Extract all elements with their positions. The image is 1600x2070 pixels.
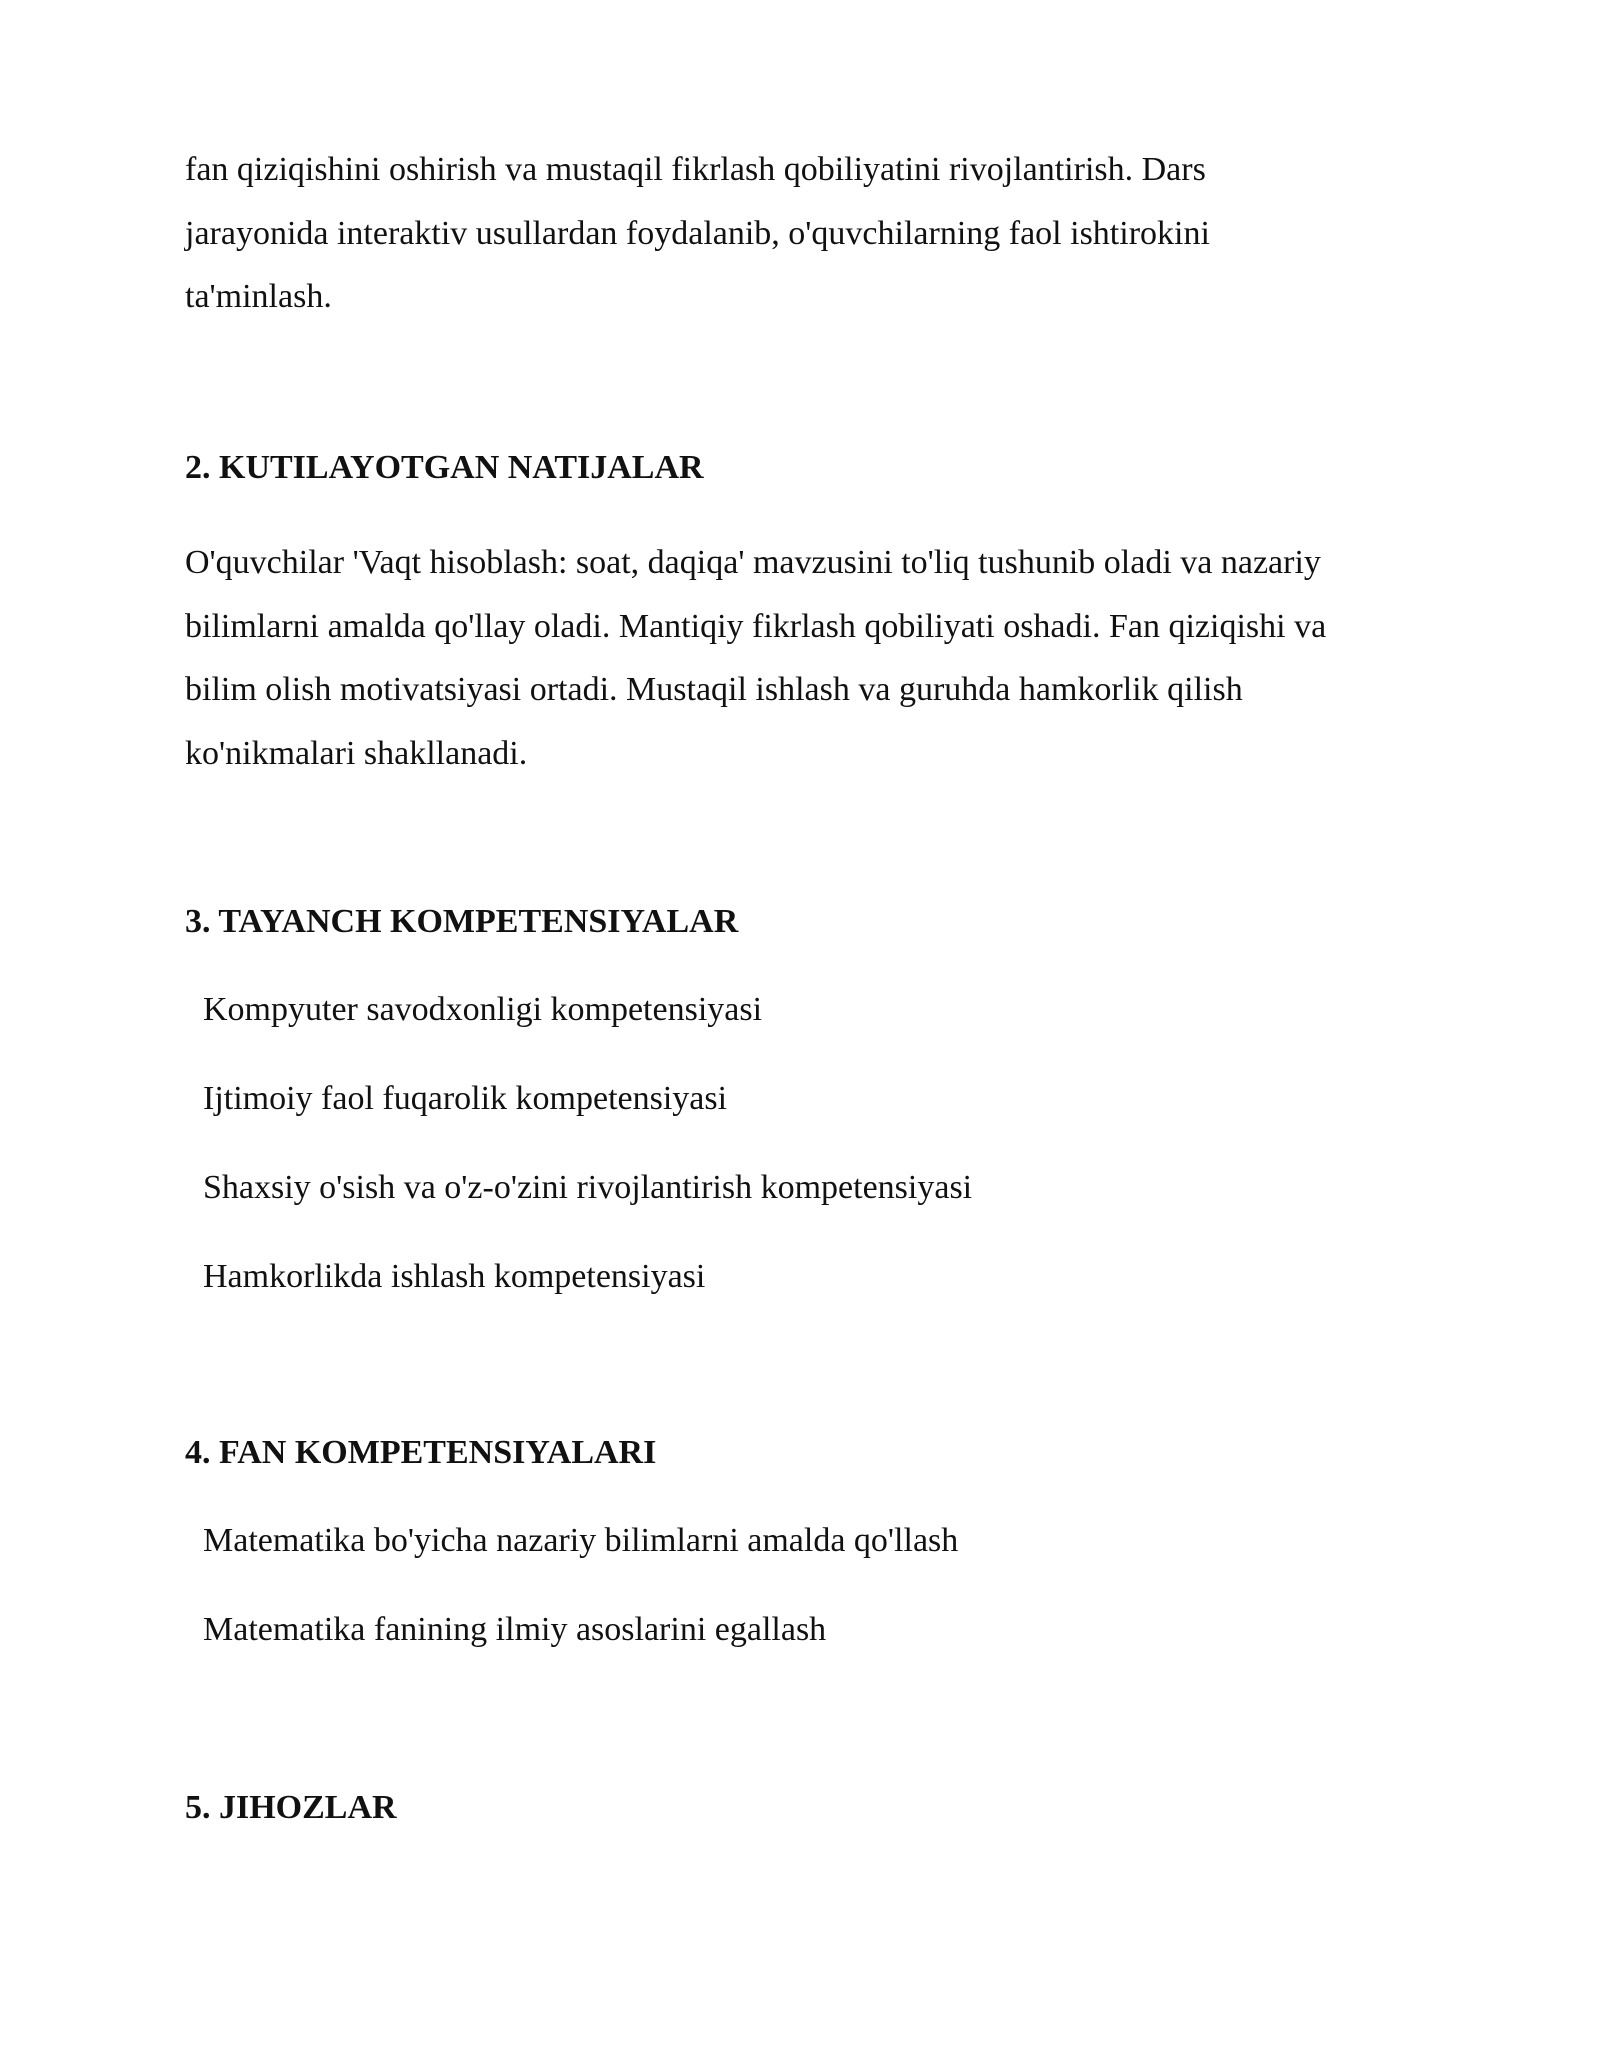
intro-paragraph (185, 138, 1445, 329)
list-item: Ijtimoiy faol fuqarolik kompetensiyasi (203, 1080, 728, 1117)
paragraph-line: bilim olish motivatsiyasi ortadi. Mustaqil ishlash va guruhda hamkorlik qilish (185, 671, 1243, 708)
expected-results-paragraph (185, 531, 1445, 785)
list-item: Hamkorlikda ishlash kompetensiyasi (203, 1258, 706, 1295)
paragraph-line: O'quvchilar 'Vaqt hisoblash: soat, daqiqa' mavzusini to'liq tushunib oladi va nazariy (185, 544, 1321, 581)
section-heading-equipment: 5. JIHOZLAR (185, 1789, 397, 1826)
paragraph-line: ko'nikmalari shakllanadi. (185, 734, 528, 772)
section-heading-core-competencies: 3. TAYANCH KOMPETENSIYALAR (185, 903, 739, 940)
list-item: Matematika fanining ilmiy asoslarini egallash (203, 1611, 827, 1648)
section-heading-subject-competencies: 4. FAN KOMPETENSIYALARI (185, 1434, 657, 1471)
list-item: Kompyuter savodxonligi kompetensiyasi (203, 991, 763, 1028)
list-item: Matematika bo'yicha nazariy bilimlarni amalda qo'llash (203, 1522, 959, 1559)
section-heading-expected-results: 2. KUTILAYOTGAN NATIJALAR (185, 449, 704, 486)
paragraph-line: fan qiziqishini oshirish va mustaqil fikrlash qobiliyatini rivojlantirish. Dars (185, 151, 1206, 188)
paragraph-line: bilimlarni amalda qo'llay oladi. Mantiqiy fikrlash qobiliyati oshadi. Fan qiziqishi va (185, 607, 1327, 645)
paragraph-line: jarayonida interaktiv usullardan foydalanib, o'quvchilarning faol ishtirokini (185, 214, 1210, 252)
paragraph-line: ta'minlash. (185, 278, 332, 315)
list-item: Shaxsiy o'sish va o'z-o'zini rivojlantirish kompetensiyasi (203, 1169, 973, 1206)
